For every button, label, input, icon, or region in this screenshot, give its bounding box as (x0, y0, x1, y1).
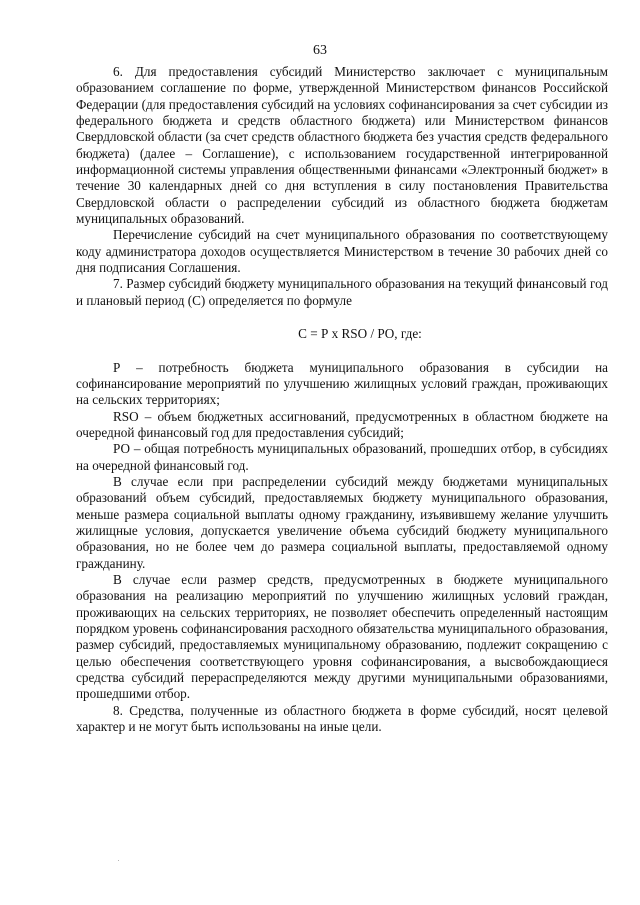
page-number: 63 (313, 43, 327, 58)
definition-p: Р – потребность бюджета муниципального образования в субсидии на софинансирование мероприятий по улучшению жилищных условий граждан, проживающих на сельских территориях; (76, 359, 608, 408)
paragraph-item-6-agreement: 6. Для предоставления субсидий Министерство заключает с муниципальным образованием соглашение по форме, утвержденной Министерством финансов Российской Федерации (для предоставления субсидий на условиях софинансирования за счет субсидии из федерального бюджета и средств областного бюджета) или Министерством финансов Свердловской области (за счет средств областного бюджета без участия средств федерального бюджета) (далее – Соглашение), с использованием государственной интегрированной информационной системы управления общественными финансами «Электронный бюджет» в течение 30 календарных дней со дня вступления в силу постановления Правительства Свердловской области о распределении субсидий из областного бюджета бюджетам муниципальных образований. (76, 64, 608, 227)
subsidy-formula: С = Р х RSO / PO, где: (298, 326, 422, 342)
paragraph-case-subsidy-increase: В случае если при распределении субсидий между бюджетами муниципальных образований объем субсидий, предоставляемых бюджету муниципального образования, меньше размера социальной выплаты одному гражданину, изъявившему желание улучшить жилищные условия, допускается увеличение объема субсидий бюджету муниципального образования, но не более чем до размера социальной выплаты, предоставляемой одному гражданину. (76, 473, 608, 571)
document-body (76, 64, 608, 735)
definition-rso: RSO – объем бюджетных ассигнований, предусмотренных в областном бюджете на очередной финансовый год для предоставления субсидий; (76, 408, 608, 440)
paragraph-subsidy-transfer: Перечисление субсидий на счет муниципального образования по соответствующему коду администратора доходов осуществляется Министерством в течение 30 рабочих дней со дня подписания Соглашения. (76, 227, 608, 276)
paragraph-item-8-targeted-use: 8. Средства, полученные из областного бюджета в форме субсидий, носят целевой характер и не могут быть использованы на иные цели. (76, 702, 608, 735)
definition-po: РО – общая потребность муниципальных образований, прошедших отбор, в субсидиях на очередной финансовый год. (76, 441, 608, 473)
scan-speck (118, 860, 119, 861)
paragraph-case-subsidy-reduction: В случае если размер средств, предусмотренных в бюджете муниципального образования на реализацию мероприятий по улучшению жилищных условий граждан, проживающих на сельских территориях, не позволяет обеспечить определенный настоящим порядком уровень софинансирования расходного обязательства муниципального образования, размер субсидий, предоставляемых муниципальному образованию, подлежит сокращению с целью обеспечения соответствующего уровня софинансирования, а высвобождающиеся средства субсидий перераспределяются между другими муниципальными образованиями, прошедшими отбор. (76, 571, 608, 702)
paragraph-item-7-subsidy-size: 7. Размер субсидий бюджету муниципального образования на текущий финансовый год и плановый период (С) определяется по формуле (76, 276, 608, 308)
